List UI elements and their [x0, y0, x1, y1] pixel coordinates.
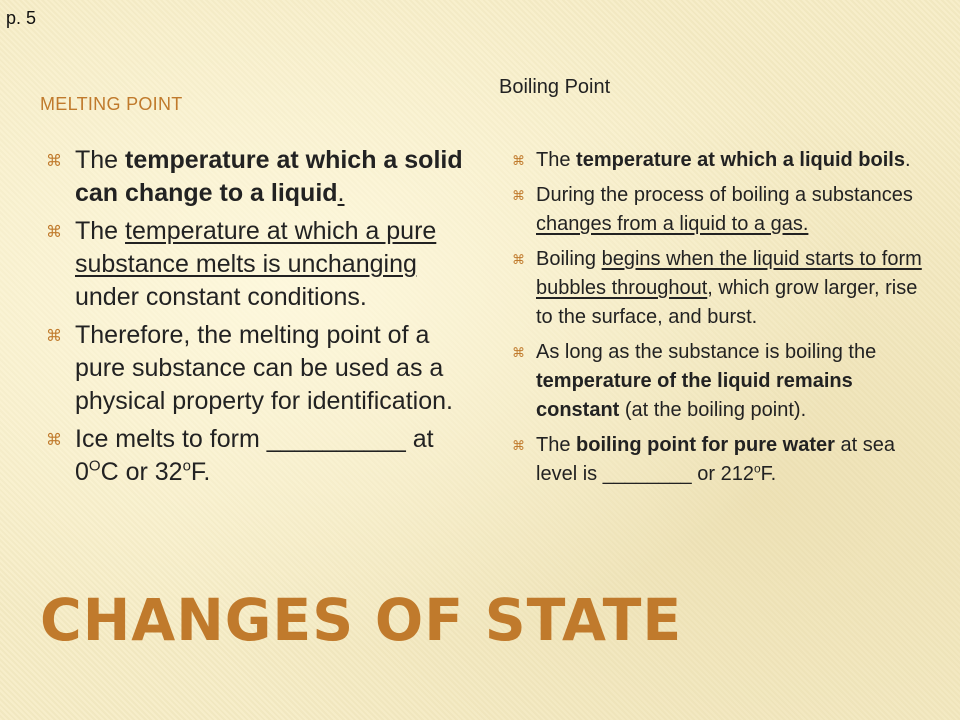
text-run: temperature at which a liquid boils: [576, 149, 905, 171]
list-item: [510, 181, 930, 239]
text-run: .: [337, 179, 345, 207]
crossed-square-bullet-icon: ⌘: [512, 345, 525, 360]
boiling-point-heading: Boiling Point: [499, 76, 611, 98]
text-run: The: [536, 149, 577, 171]
crossed-square-bullet-icon: ⌘: [46, 153, 62, 170]
text-run: Boiling: [536, 248, 602, 270]
slide-title: CHANGES OF STATE: [40, 586, 683, 654]
text-run: During the process of boiling a substances: [536, 184, 913, 206]
list-item: [510, 245, 930, 332]
text-run: F.: [190, 458, 211, 486]
text-run: Ice melts to form __________ at 0: [75, 425, 434, 486]
text-run: begins when the liquid starts to form bubbles throughout: [536, 248, 922, 299]
text-run: , which grow larger, rise to the surface, and burst.: [536, 277, 918, 328]
melting-point-heading: MELTING POINT: [40, 94, 183, 114]
crossed-square-bullet-icon: ⌘: [512, 153, 525, 168]
list-item: [44, 423, 474, 489]
text-run: Therefore, the melting point of a pure substance can be used as a physical property for identification.: [75, 321, 453, 415]
melting-point-list: [44, 144, 474, 494]
text-run: boiling point for pure water: [576, 434, 835, 456]
text-run: o: [182, 457, 191, 475]
text-run: o: [753, 461, 761, 476]
list-item: [44, 144, 474, 210]
text-run: under constant conditions.: [75, 283, 367, 311]
boiling-point-list: [510, 146, 930, 495]
crossed-square-bullet-icon: ⌘: [46, 224, 62, 241]
text-run: (at the boiling point).: [619, 399, 807, 421]
crossed-square-bullet-icon: ⌘: [46, 432, 62, 449]
text-run: changes from a liquid to a gas.: [536, 213, 809, 235]
text-run: temperature of the liquid remains constant: [536, 370, 853, 421]
text-run: temperature at which a solid can change to a liquid: [75, 146, 463, 207]
text-run: F.: [760, 463, 777, 485]
text-run: As long as the substance is boiling the: [536, 341, 877, 363]
text-run: .: [904, 149, 911, 171]
text-run: The: [75, 217, 126, 245]
text-run: temperature at which a pure substance melts is unchanging: [75, 217, 437, 278]
text-run: The: [536, 434, 577, 456]
list-item: [510, 146, 930, 175]
crossed-square-bullet-icon: ⌘: [512, 252, 525, 267]
list-item: [510, 338, 930, 425]
text-run: O: [88, 457, 101, 475]
list-item: [44, 215, 474, 314]
crossed-square-bullet-icon: ⌘: [46, 328, 62, 345]
crossed-square-bullet-icon: ⌘: [512, 188, 525, 203]
text-run: C or 32: [100, 458, 183, 486]
text-run: at sea level is ________ or 212: [536, 434, 895, 485]
list-item: [510, 431, 930, 489]
crossed-square-bullet-icon: ⌘: [512, 438, 525, 453]
text-run: The: [75, 146, 126, 174]
page-number: p. 5: [6, 8, 37, 28]
list-item: [44, 319, 474, 418]
